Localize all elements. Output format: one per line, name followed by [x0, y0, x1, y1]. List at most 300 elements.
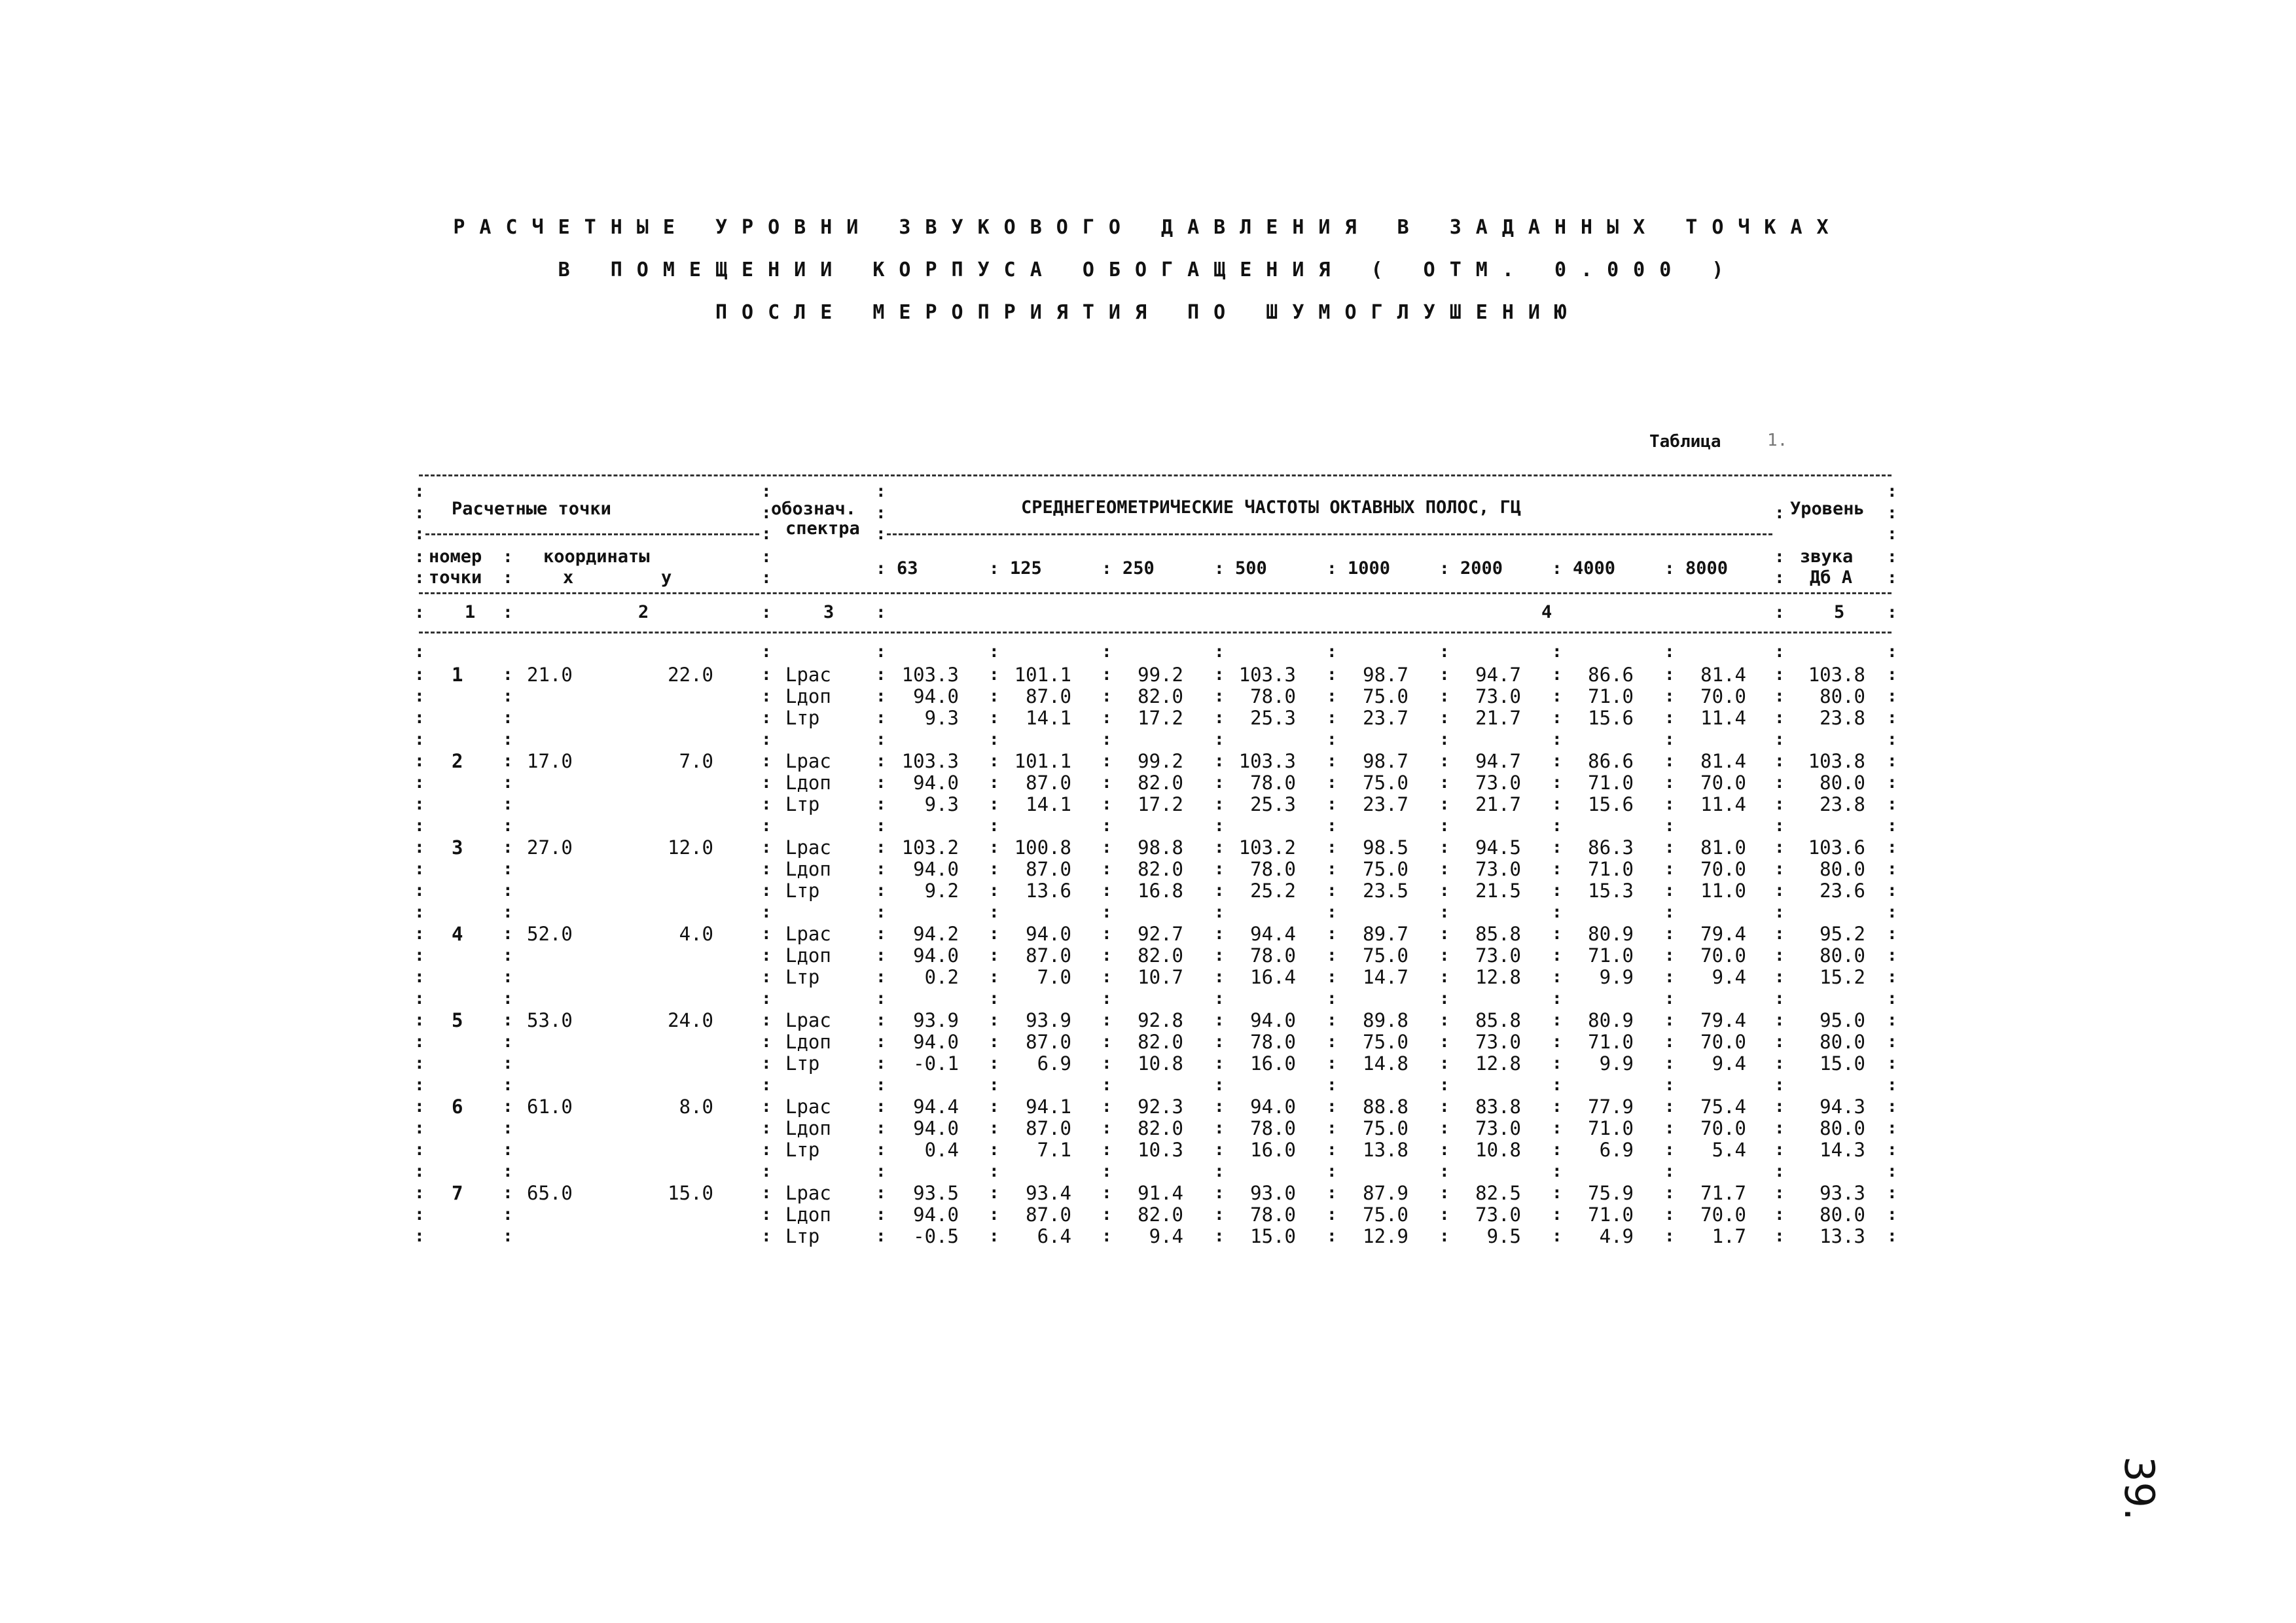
column-separator: : [1887, 642, 1897, 662]
column-separator: : [414, 946, 425, 965]
freq-value-2000: 73.0 [1475, 1117, 1521, 1139]
freq-value-8000: 79.4 [1700, 1009, 1746, 1031]
freq-value-250: 98.8 [1138, 836, 1183, 859]
freq-value-2000: 85.8 [1475, 1009, 1521, 1031]
column-separator: : [989, 1010, 999, 1030]
column-separator: : [1664, 967, 1675, 987]
column-separator: : [1214, 989, 1225, 1008]
header-freq-4000: 4000 [1573, 558, 1616, 579]
freq-value-125: 100.8 [1014, 836, 1071, 859]
column-separator: : [1327, 794, 1337, 814]
freq-value-8000: 75.4 [1700, 1096, 1746, 1118]
column-separator: : [1102, 665, 1112, 685]
freq-value-1000: 75.0 [1363, 944, 1408, 967]
column-separator: : [1887, 924, 1897, 944]
column-separator: : [1327, 902, 1337, 922]
freq-value-250: 17.2 [1138, 793, 1183, 815]
column-separator: : [1552, 1097, 1562, 1116]
column-separator: : [761, 1162, 772, 1181]
spectrum-label: Lрас [785, 1182, 831, 1204]
freq-value-4000: 9.9 [1599, 966, 1634, 988]
column-separator: : [1664, 730, 1675, 749]
freq-value-2000: 21.5 [1475, 880, 1521, 902]
freq-value-250: 99.2 [1138, 664, 1183, 686]
spectrum-label: Lдоп [785, 944, 831, 967]
freq-value-500: 94.0 [1250, 1096, 1296, 1118]
level-value: 103.8 [1808, 664, 1865, 686]
column-separator: : [414, 524, 425, 544]
freq-value-125: 6.9 [1037, 1052, 1071, 1075]
column-separator: : [1552, 1118, 1562, 1138]
column-separator: : [989, 708, 999, 728]
column-separator: : [989, 665, 999, 685]
freq-value-8000: 70.0 [1700, 1117, 1746, 1139]
column-separator: : [1774, 816, 1785, 836]
column-separator: : [761, 902, 772, 922]
header-coords: координаты [543, 546, 650, 567]
column-separator: : [1774, 1010, 1785, 1030]
freq-value-500: 25.3 [1250, 707, 1296, 729]
column-separator: : [1214, 1118, 1225, 1138]
column-separator: : [1214, 794, 1225, 814]
column-separator: : [1887, 1097, 1897, 1116]
freq-value-63: 103.3 [901, 750, 959, 772]
freq-value-2000: 83.8 [1475, 1096, 1521, 1118]
column-separator: : [761, 967, 772, 987]
column-separator: : [1664, 989, 1675, 1008]
column-separator: : [1439, 708, 1450, 728]
column-separator: : [414, 902, 425, 922]
spectrum-label: Lтр [785, 1225, 820, 1247]
header-freq-250: 250 [1122, 558, 1155, 579]
freq-value-2000: 9.5 [1486, 1225, 1521, 1247]
column-separator: : [503, 1075, 513, 1095]
level-value: 103.8 [1808, 750, 1865, 772]
column-separator: : [1552, 773, 1562, 793]
column-separator: : [989, 559, 999, 579]
header-y: y [661, 567, 672, 588]
freq-value-1000: 75.0 [1363, 1117, 1408, 1139]
column-separator: : [1439, 1162, 1450, 1181]
freq-value-250: 92.7 [1138, 923, 1183, 945]
column-separator: : [1887, 482, 1897, 501]
freq-value-4000: 15.3 [1588, 880, 1634, 902]
freq-value-2000: 94.7 [1475, 664, 1521, 686]
column-separator: : [761, 838, 772, 857]
column-separator: : [414, 1032, 425, 1052]
column-separator: : [876, 1010, 886, 1030]
freq-value-500: 78.0 [1250, 1031, 1296, 1053]
column-separator: : [1552, 1162, 1562, 1181]
column-separator: : [414, 924, 425, 944]
column-separator: : [1439, 1032, 1450, 1052]
column-separator: : [1439, 730, 1450, 749]
column-separator: : [1664, 642, 1675, 662]
column-separator: : [1887, 989, 1897, 1008]
freq-value-1000: 23.7 [1363, 707, 1408, 729]
column-number-1: 1 [465, 602, 476, 622]
column-separator: : [1774, 967, 1785, 987]
column-separator: : [1102, 816, 1112, 836]
freq-value-63: 0.2 [924, 966, 959, 988]
column-separator: : [1439, 794, 1450, 814]
column-separator: : [989, 859, 999, 879]
header-num-line1: номер [429, 546, 482, 567]
column-separator: : [876, 881, 886, 901]
freq-value-250: 10.7 [1138, 966, 1183, 988]
column-separator: : [1327, 665, 1337, 685]
freq-value-500: 93.0 [1250, 1182, 1296, 1204]
spectrum-label: Lрас [785, 836, 831, 859]
column-separator: : [1774, 1140, 1785, 1160]
freq-value-8000: 70.0 [1700, 1031, 1746, 1053]
column-separator: : [1327, 687, 1337, 706]
point-x: 65.0 [527, 1182, 573, 1204]
freq-value-125: 7.0 [1037, 966, 1071, 988]
column-separator: : [503, 1140, 513, 1160]
column-separator: : [1664, 838, 1675, 857]
level-value: 95.2 [1820, 923, 1865, 945]
column-separator: : [414, 730, 425, 749]
column-separator: : [989, 967, 999, 987]
freq-value-4000: 71.0 [1588, 1117, 1634, 1139]
column-separator: : [1887, 1140, 1897, 1160]
column-separator: : [1664, 924, 1675, 944]
column-separator: : [503, 603, 513, 622]
freq-value-500: 78.0 [1250, 1204, 1296, 1226]
column-separator: : [876, 838, 886, 857]
header-spectrum-line1: обознач. [771, 499, 857, 519]
freq-value-125: 6.4 [1037, 1225, 1071, 1247]
freq-value-250: 82.0 [1138, 1204, 1183, 1226]
column-separator: : [1214, 881, 1225, 901]
column-separator: : [1214, 1032, 1225, 1052]
column-separator: : [989, 1205, 999, 1224]
freq-value-4000: 71.0 [1588, 685, 1634, 707]
column-separator: : [1552, 730, 1562, 749]
freq-value-125: 14.1 [1026, 793, 1071, 815]
freq-value-250: 92.8 [1138, 1009, 1183, 1031]
column-separator: : [1664, 773, 1675, 793]
column-separator: : [1214, 967, 1225, 987]
spectrum-label: Lрас [785, 664, 831, 686]
column-separator: : [1439, 1205, 1450, 1224]
column-separator: : [1102, 902, 1112, 922]
column-separator: : [1102, 859, 1112, 879]
level-value: 23.6 [1820, 880, 1865, 902]
column-separator: : [876, 751, 886, 771]
column-separator: : [1552, 1054, 1562, 1073]
column-separator: : [1214, 1140, 1225, 1160]
freq-value-500: 15.0 [1250, 1225, 1296, 1247]
column-separator: : [1102, 1075, 1112, 1095]
column-separator: : [1214, 773, 1225, 793]
level-value: 80.0 [1820, 772, 1865, 794]
column-separator: : [1664, 881, 1675, 901]
freq-value-250: 17.2 [1138, 707, 1183, 729]
freq-value-63: -0.5 [913, 1225, 959, 1247]
column-separator: : [414, 838, 425, 857]
column-separator: : [1552, 816, 1562, 836]
level-value: 103.6 [1808, 836, 1865, 859]
column-separator: : [1774, 665, 1785, 685]
column-separator: : [1774, 1226, 1785, 1246]
column-separator: : [1887, 751, 1897, 771]
freq-value-125: 14.1 [1026, 707, 1071, 729]
column-separator: : [1327, 773, 1337, 793]
freq-value-4000: 4.9 [1599, 1225, 1634, 1247]
column-separator: : [503, 1118, 513, 1138]
column-separator: : [1214, 1226, 1225, 1246]
freq-value-500: 25.2 [1250, 880, 1296, 902]
freq-value-2000: 73.0 [1475, 685, 1521, 707]
freq-value-8000: 70.0 [1700, 685, 1746, 707]
freq-value-250: 99.2 [1138, 750, 1183, 772]
column-separator: : [1887, 687, 1897, 706]
freq-value-8000: 5.4 [1712, 1139, 1746, 1161]
column-separator: : [1102, 1010, 1112, 1030]
column-separator: : [1887, 859, 1897, 879]
header-level-line3: Дб А [1810, 567, 1853, 588]
column-separator: : [761, 687, 772, 706]
column-separator: : [1327, 751, 1337, 771]
freq-value-125: 93.9 [1026, 1009, 1071, 1031]
column-separator: : [1102, 838, 1112, 857]
column-separator: : [1214, 708, 1225, 728]
freq-value-8000: 9.4 [1712, 966, 1746, 988]
column-separator: : [414, 751, 425, 771]
spectrum-label: Lрас [785, 1009, 831, 1031]
column-separator: : [1887, 1054, 1897, 1073]
column-separator: : [1664, 1075, 1675, 1095]
column-separator: : [876, 1183, 886, 1203]
column-separator: : [1214, 1075, 1225, 1095]
column-separator: : [1439, 881, 1450, 901]
freq-value-8000: 11.4 [1700, 793, 1746, 815]
column-separator: : [1887, 816, 1897, 836]
freq-value-2000: 73.0 [1475, 772, 1521, 794]
column-separator: : [503, 794, 513, 814]
point-number: 3 [452, 836, 463, 859]
freq-value-63: 9.3 [924, 793, 959, 815]
column-separator: : [989, 989, 999, 1008]
column-separator: : [1774, 838, 1785, 857]
column-separator: : [503, 1183, 513, 1203]
point-number: 6 [452, 1096, 463, 1118]
freq-value-500: 94.4 [1250, 923, 1296, 945]
column-separator: : [761, 1054, 772, 1073]
column-separator: : [503, 1010, 513, 1030]
column-separator: : [1887, 708, 1897, 728]
column-separator: : [876, 967, 886, 987]
freq-value-250: 82.0 [1138, 858, 1183, 880]
column-separator: : [989, 816, 999, 836]
column-separator: : [876, 559, 886, 579]
freq-value-8000: 11.4 [1700, 707, 1746, 729]
column-separator: : [1887, 794, 1897, 814]
spectrum-label: Lтр [785, 793, 820, 815]
point-number: 4 [452, 923, 463, 945]
column-separator: : [1664, 687, 1675, 706]
spectrum-label: Lтр [785, 966, 820, 988]
header-level-line1: Уровень [1790, 499, 1865, 519]
column-separator: : [1327, 1140, 1337, 1160]
spectrum-label: Lдоп [785, 1031, 831, 1053]
freq-value-1000: 75.0 [1363, 858, 1408, 880]
column-separator: : [1439, 1075, 1450, 1095]
freq-value-1000: 89.7 [1363, 923, 1408, 945]
column-separator: : [1327, 1010, 1337, 1030]
column-separator: : [876, 989, 886, 1008]
column-separator: : [876, 687, 886, 706]
column-separator: : [503, 687, 513, 706]
level-value: 94.3 [1820, 1096, 1865, 1118]
column-separator: : [761, 1183, 772, 1203]
point-x: 21.0 [527, 664, 573, 686]
freq-value-4000: 15.6 [1588, 793, 1634, 815]
column-separator: : [1774, 547, 1785, 567]
freq-value-2000: 21.7 [1475, 707, 1521, 729]
column-separator: : [1887, 1183, 1897, 1203]
column-separator: : [1214, 924, 1225, 944]
column-separator: : [414, 687, 425, 706]
column-separator: : [1887, 946, 1897, 965]
freq-value-1000: 98.7 [1363, 750, 1408, 772]
freq-value-500: 16.0 [1250, 1052, 1296, 1075]
column-separator: : [989, 773, 999, 793]
freq-value-2000: 12.8 [1475, 1052, 1521, 1075]
freq-value-63: 9.2 [924, 880, 959, 902]
column-separator: : [1102, 1118, 1112, 1138]
column-separator: : [989, 881, 999, 901]
column-separator: : [876, 708, 886, 728]
column-separator: : [1887, 1226, 1897, 1246]
column-separator: : [1774, 1075, 1785, 1095]
column-separator: : [761, 568, 772, 588]
column-separator: : [1214, 751, 1225, 771]
freq-value-1000: 14.8 [1363, 1052, 1408, 1075]
freq-value-125: 94.1 [1026, 1096, 1071, 1118]
freq-value-250: 82.0 [1138, 772, 1183, 794]
column-separator: : [1664, 1032, 1675, 1052]
column-number-3: 3 [823, 602, 834, 622]
freq-value-250: 82.0 [1138, 1117, 1183, 1139]
column-separator: : [761, 989, 772, 1008]
freq-value-63: 93.5 [913, 1182, 959, 1204]
column-separator: : [503, 751, 513, 771]
column-separator: : [1102, 1205, 1112, 1224]
column-separator: : [761, 751, 772, 771]
column-separator: : [414, 642, 425, 662]
column-separator: : [989, 1140, 999, 1160]
column-separator: : [989, 1097, 999, 1116]
column-separator: : [1327, 816, 1337, 836]
column-separator: : [876, 1162, 886, 1181]
freq-value-63: 94.0 [913, 772, 959, 794]
column-separator: : [876, 1032, 886, 1052]
column-separator: : [761, 1010, 772, 1030]
column-separator: : [1327, 1054, 1337, 1073]
column-separator: : [1439, 838, 1450, 857]
column-separator: : [1774, 881, 1785, 901]
freq-value-125: 101.1 [1014, 750, 1071, 772]
freq-value-125: 87.0 [1026, 1117, 1071, 1139]
column-separator: : [414, 1140, 425, 1160]
header-freq-8000: 8000 [1685, 558, 1729, 579]
column-separator: : [503, 816, 513, 836]
point-y: 12.0 [668, 836, 713, 859]
column-separator: : [1102, 881, 1112, 901]
column-separator: : [414, 482, 425, 501]
column-separator: : [989, 902, 999, 922]
column-number-rule [419, 632, 1892, 633]
column-separator: : [1887, 902, 1897, 922]
column-separator: : [1439, 665, 1450, 685]
freq-value-2000: 85.8 [1475, 923, 1521, 945]
column-separator: : [876, 773, 886, 793]
column-separator: : [1327, 730, 1337, 749]
header-freq-125: 125 [1010, 558, 1042, 579]
column-separator: : [989, 1162, 999, 1181]
column-separator: : [503, 773, 513, 793]
column-separator: : [1664, 1140, 1675, 1160]
column-separator: : [1774, 603, 1785, 622]
column-separator: : [414, 1118, 425, 1138]
column-separator: : [1214, 902, 1225, 922]
header-freq-63: 63 [897, 558, 918, 579]
column-separator: : [761, 665, 772, 685]
freq-value-250: 82.0 [1138, 944, 1183, 967]
column-separator: : [414, 665, 425, 685]
column-separator: : [876, 1140, 886, 1160]
freq-value-4000: 15.6 [1588, 707, 1634, 729]
column-separator: : [1887, 730, 1897, 749]
column-separator: : [1552, 946, 1562, 965]
freq-value-8000: 81.4 [1700, 664, 1746, 686]
column-separator: : [1887, 547, 1897, 567]
column-separator: : [414, 603, 425, 622]
freq-value-4000: 86.6 [1588, 664, 1634, 686]
column-separator: : [1664, 559, 1675, 579]
column-separator: : [1214, 687, 1225, 706]
column-separator: : [761, 482, 772, 501]
point-number: 7 [452, 1182, 463, 1204]
column-separator: : [1102, 989, 1112, 1008]
column-separator: : [1102, 730, 1112, 749]
point-x: 27.0 [527, 836, 573, 859]
freq-value-250: 82.0 [1138, 1031, 1183, 1053]
column-separator: : [1552, 642, 1562, 662]
column-separator: : [876, 503, 886, 523]
column-separator: : [1327, 1097, 1337, 1116]
column-separator: : [989, 1075, 999, 1095]
column-separator: : [1774, 642, 1785, 662]
freq-value-2000: 12.8 [1475, 966, 1521, 988]
spectrum-label: Lтр [785, 1052, 820, 1075]
column-separator: : [1214, 730, 1225, 749]
freq-value-500: 103.3 [1238, 664, 1296, 686]
freq-value-250: 91.4 [1138, 1182, 1183, 1204]
point-number: 1 [452, 664, 463, 686]
column-separator: : [761, 1226, 772, 1246]
column-separator: : [989, 730, 999, 749]
column-separator: : [1214, 838, 1225, 857]
freq-value-125: 94.0 [1026, 923, 1071, 945]
header-freq-rule [887, 533, 1772, 535]
column-separator: : [503, 881, 513, 901]
freq-value-8000: 81.4 [1700, 750, 1746, 772]
freq-value-1000: 98.7 [1363, 664, 1408, 686]
